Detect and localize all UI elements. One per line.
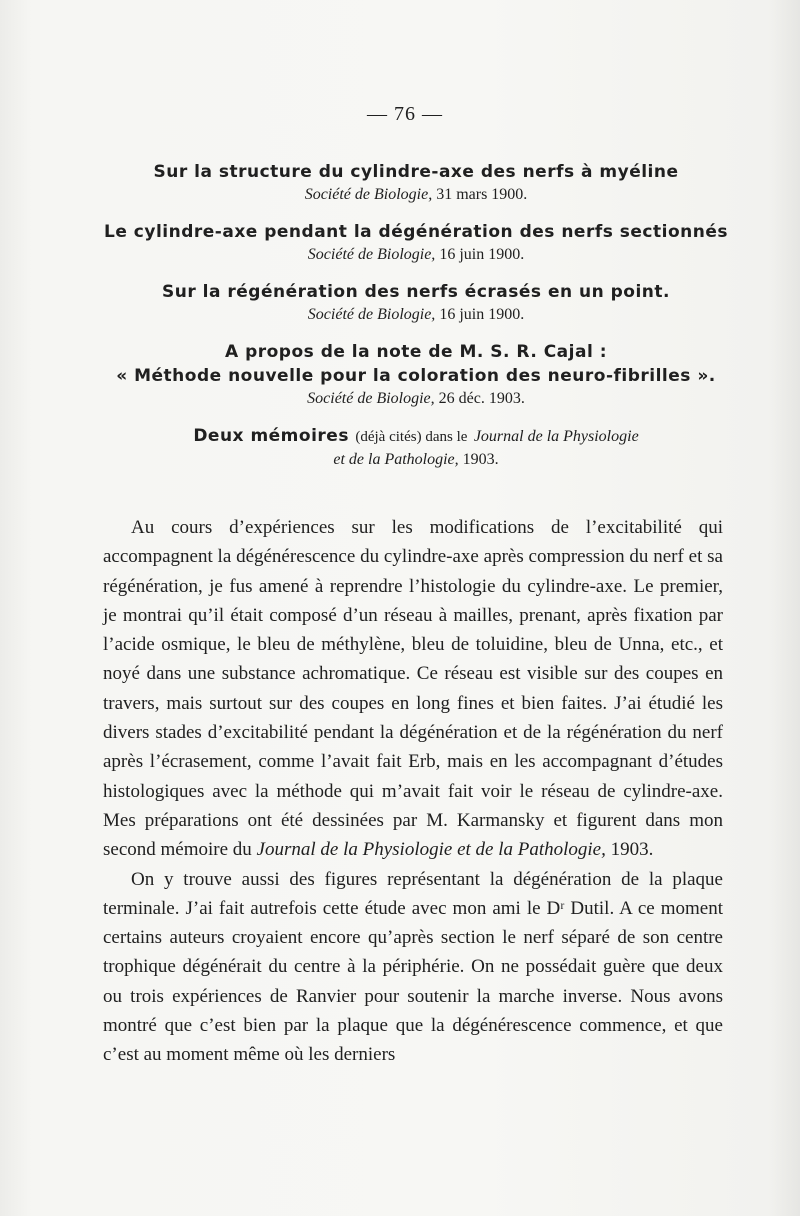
entry-date: 26 déc. 1903. bbox=[438, 390, 525, 407]
entry-journal: Société de Biologie, bbox=[307, 390, 435, 407]
paragraph-text: Au cours d’expériences sur les modifications de l’excitabilité qui accompagnent la dégénérescence du cylindre-axe après compression du nerf et sa régénération, je fus amené à reprendre l’histologie du cylindre-axe. Le premier, je montrai qu’il était composé d’un réseau à mailles, prenant, après fixation par l’acide osmique, le bleu de méthylène, bleu de toluidine, bleu de Unna, etc., et noyé dans une substance achromatique. Ce réseau est visible sur des coupes en travers, mais surtout sur des coupes en long fines et bien faites. J’ai étudié les divers stades d’excitabilité pendant la dégénération et de la régénération du nerf après l’écrasement, comme l’avait fait Erb, mais en les accompagnant d’études histologiques avec la méthode qui m’avait fait voir le réseau de cylindre-axe. Mes préparations ont été dessinées par M. Karmansky et figurent dans mon second mémoire du bbox=[103, 517, 723, 861]
bibliography-list bbox=[96, 160, 736, 485]
paragraph: On y trouve aussi des figures représentant la dégénération de la plaque terminale. J’ai fait autrefois cette étude avec mon ami le Dʳ Dutil. A ce moment certains auteurs croyaient encore qu’après section le nerf séparé de son centre trophique dégénérait du centre à la périphérie. On ne possédait guère que deux ou trois expériences de Ranvier pour soutenir la marche inverse. Nous avons montré que c’est bien par la plaque que la dégénérescence commence, et que c’est au moment même où les derniers bbox=[103, 868, 723, 1066]
entry-journal: Société de Biologie, bbox=[307, 246, 436, 263]
journal-reference: Journal de la Physiologie et de la Pathologie, bbox=[256, 839, 606, 861]
bibliography-entry bbox=[96, 280, 736, 326]
entry-date: 16 juin 1900. bbox=[439, 246, 525, 263]
entry-title bbox=[96, 424, 736, 449]
paragraph bbox=[103, 513, 723, 865]
journal-year: 1903. bbox=[610, 839, 654, 861]
entry-title: Sur la structure du cylindre-axe des nerfs à myéline bbox=[153, 162, 679, 182]
bibliography-entry bbox=[96, 340, 736, 410]
entry-date: 16 juin 1900. bbox=[439, 306, 525, 323]
entry-title-line2: « Méthode nouvelle pour la coloration des neuro-fibrilles ». bbox=[116, 366, 716, 386]
body-text bbox=[103, 513, 723, 1070]
entry-title: A propos de la note de M. S. R. Cajal : bbox=[225, 342, 607, 362]
entry-source bbox=[96, 244, 736, 266]
entry-journal: Société de Biologie, bbox=[304, 186, 433, 203]
entry-source bbox=[96, 449, 736, 471]
entry-source bbox=[96, 304, 736, 326]
entry-title-bold: Deux mémoires bbox=[193, 426, 349, 446]
entry-date: 31 mars 1900. bbox=[436, 186, 528, 203]
entry-journal: Journal de la Physiologie bbox=[473, 428, 639, 445]
entry-journal: Société de Biologie, bbox=[307, 306, 436, 323]
entry-title: Sur la régénération des nerfs écrasés en un point. bbox=[162, 282, 670, 302]
entry-journal-continued: et de la Pathologie, bbox=[333, 451, 459, 468]
entry-source bbox=[96, 388, 736, 410]
entry-parenthetical: (déjà cités) dans le bbox=[355, 429, 468, 445]
bibliography-entry bbox=[96, 424, 736, 471]
entry-source bbox=[96, 184, 736, 206]
entry-date: 1903. bbox=[462, 451, 499, 468]
page-number: — 76 — bbox=[367, 103, 443, 125]
entry-title: Le cylindre-axe pendant la dégénération des nerfs sectionnés bbox=[104, 222, 728, 242]
bibliography-entry bbox=[96, 220, 736, 266]
bibliography-entry bbox=[96, 160, 736, 206]
